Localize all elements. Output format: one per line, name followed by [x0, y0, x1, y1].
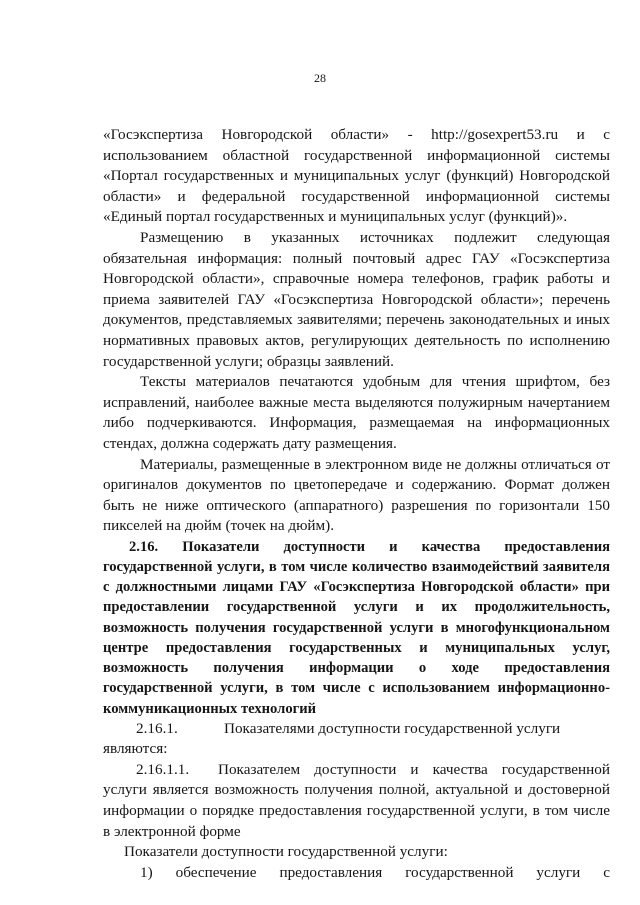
subsection-text: Показателями доступности государственной услуги являются: — [103, 719, 561, 758]
paragraph-portal-sources: «Госэкспертиза Новгородской области» - http://gosexpert53.ru и с использованием областной государственной информационной системы «Портал государственных и муниципальных услуг (функций) Новгородской области» и федеральной государственной информационной системы «Единый портал государственных и муниципальных услуг (функций)». — [103, 126, 610, 226]
subsection-2-16-1 — [103, 719, 610, 760]
subsection-number: 2.16.1.1. — [136, 760, 190, 778]
list-item-1: 1) обеспечение предоставления государственной услуги с — [140, 863, 610, 881]
paragraph-text-formatting: Тексты материалов печатаются удобным для чтения шрифтом, без исправлений, наиболее важные места выделяются полужирным начертанием либо подчеркиваются. Информация, размещаемая на информационных стендах, должна содержать дату размещения. — [103, 373, 610, 452]
page-content — [103, 125, 610, 883]
subsection-number: 2.16.1. — [136, 719, 178, 737]
paragraph-electronic-materials: Материалы, размещенные в электронном виде не должны отличаться от оригиналов документов по цветопередаче и содержанию. Формат должен быть не ниже оптического (аппаратного) разрешения по горизонтали 150 пикселей на дюйм (точек на дюйм). — [103, 455, 610, 535]
page-number: 28 — [314, 71, 326, 85]
section-heading — [103, 537, 610, 719]
section-heading-text: Показатели доступности и качества предоставления государственной услуги, в том числе количество взаимодействий заявителя с должностными лицами ГАУ «Госэкспертиза Новгородской области» при предоставлении государственной услуги и их продолжительность, возможность получения государственной услуги в многофункциональном центре предоставления государственных и муниципальных услуг, возможность получения информации о ходе предоставления государственной услуги, в том числе с использованием информационно-коммуникационных технологий — [103, 538, 610, 717]
list-intro: Показатели доступности государственной услуги: — [124, 843, 448, 861]
paragraph-required-information: Размещению в указанных источниках подлежит следующая обязательная информация: полный почтовый адрес ГАУ «Госэкспертиза Новгородской области», справочные номера телефонов, график работы и приема заявителей ГАУ «Госэкспертиза Новгородской области»; перечень документов, представляемых заявителями; перечень законодательных и иных нормативных правовых актов, регулирующих деятельность по исполнению государственной услуги; образцы заявлений. — [103, 228, 610, 370]
subsection-text: Показателем доступности и качества государственной услуги является возможность получения полной, актуальной и достоверной информации о порядке предоставления государственной услуги, в том числе в электронной форме — [103, 760, 610, 840]
section-heading-number: 2.16. — [129, 538, 159, 555]
subsection-2-16-1-1 — [103, 760, 610, 842]
